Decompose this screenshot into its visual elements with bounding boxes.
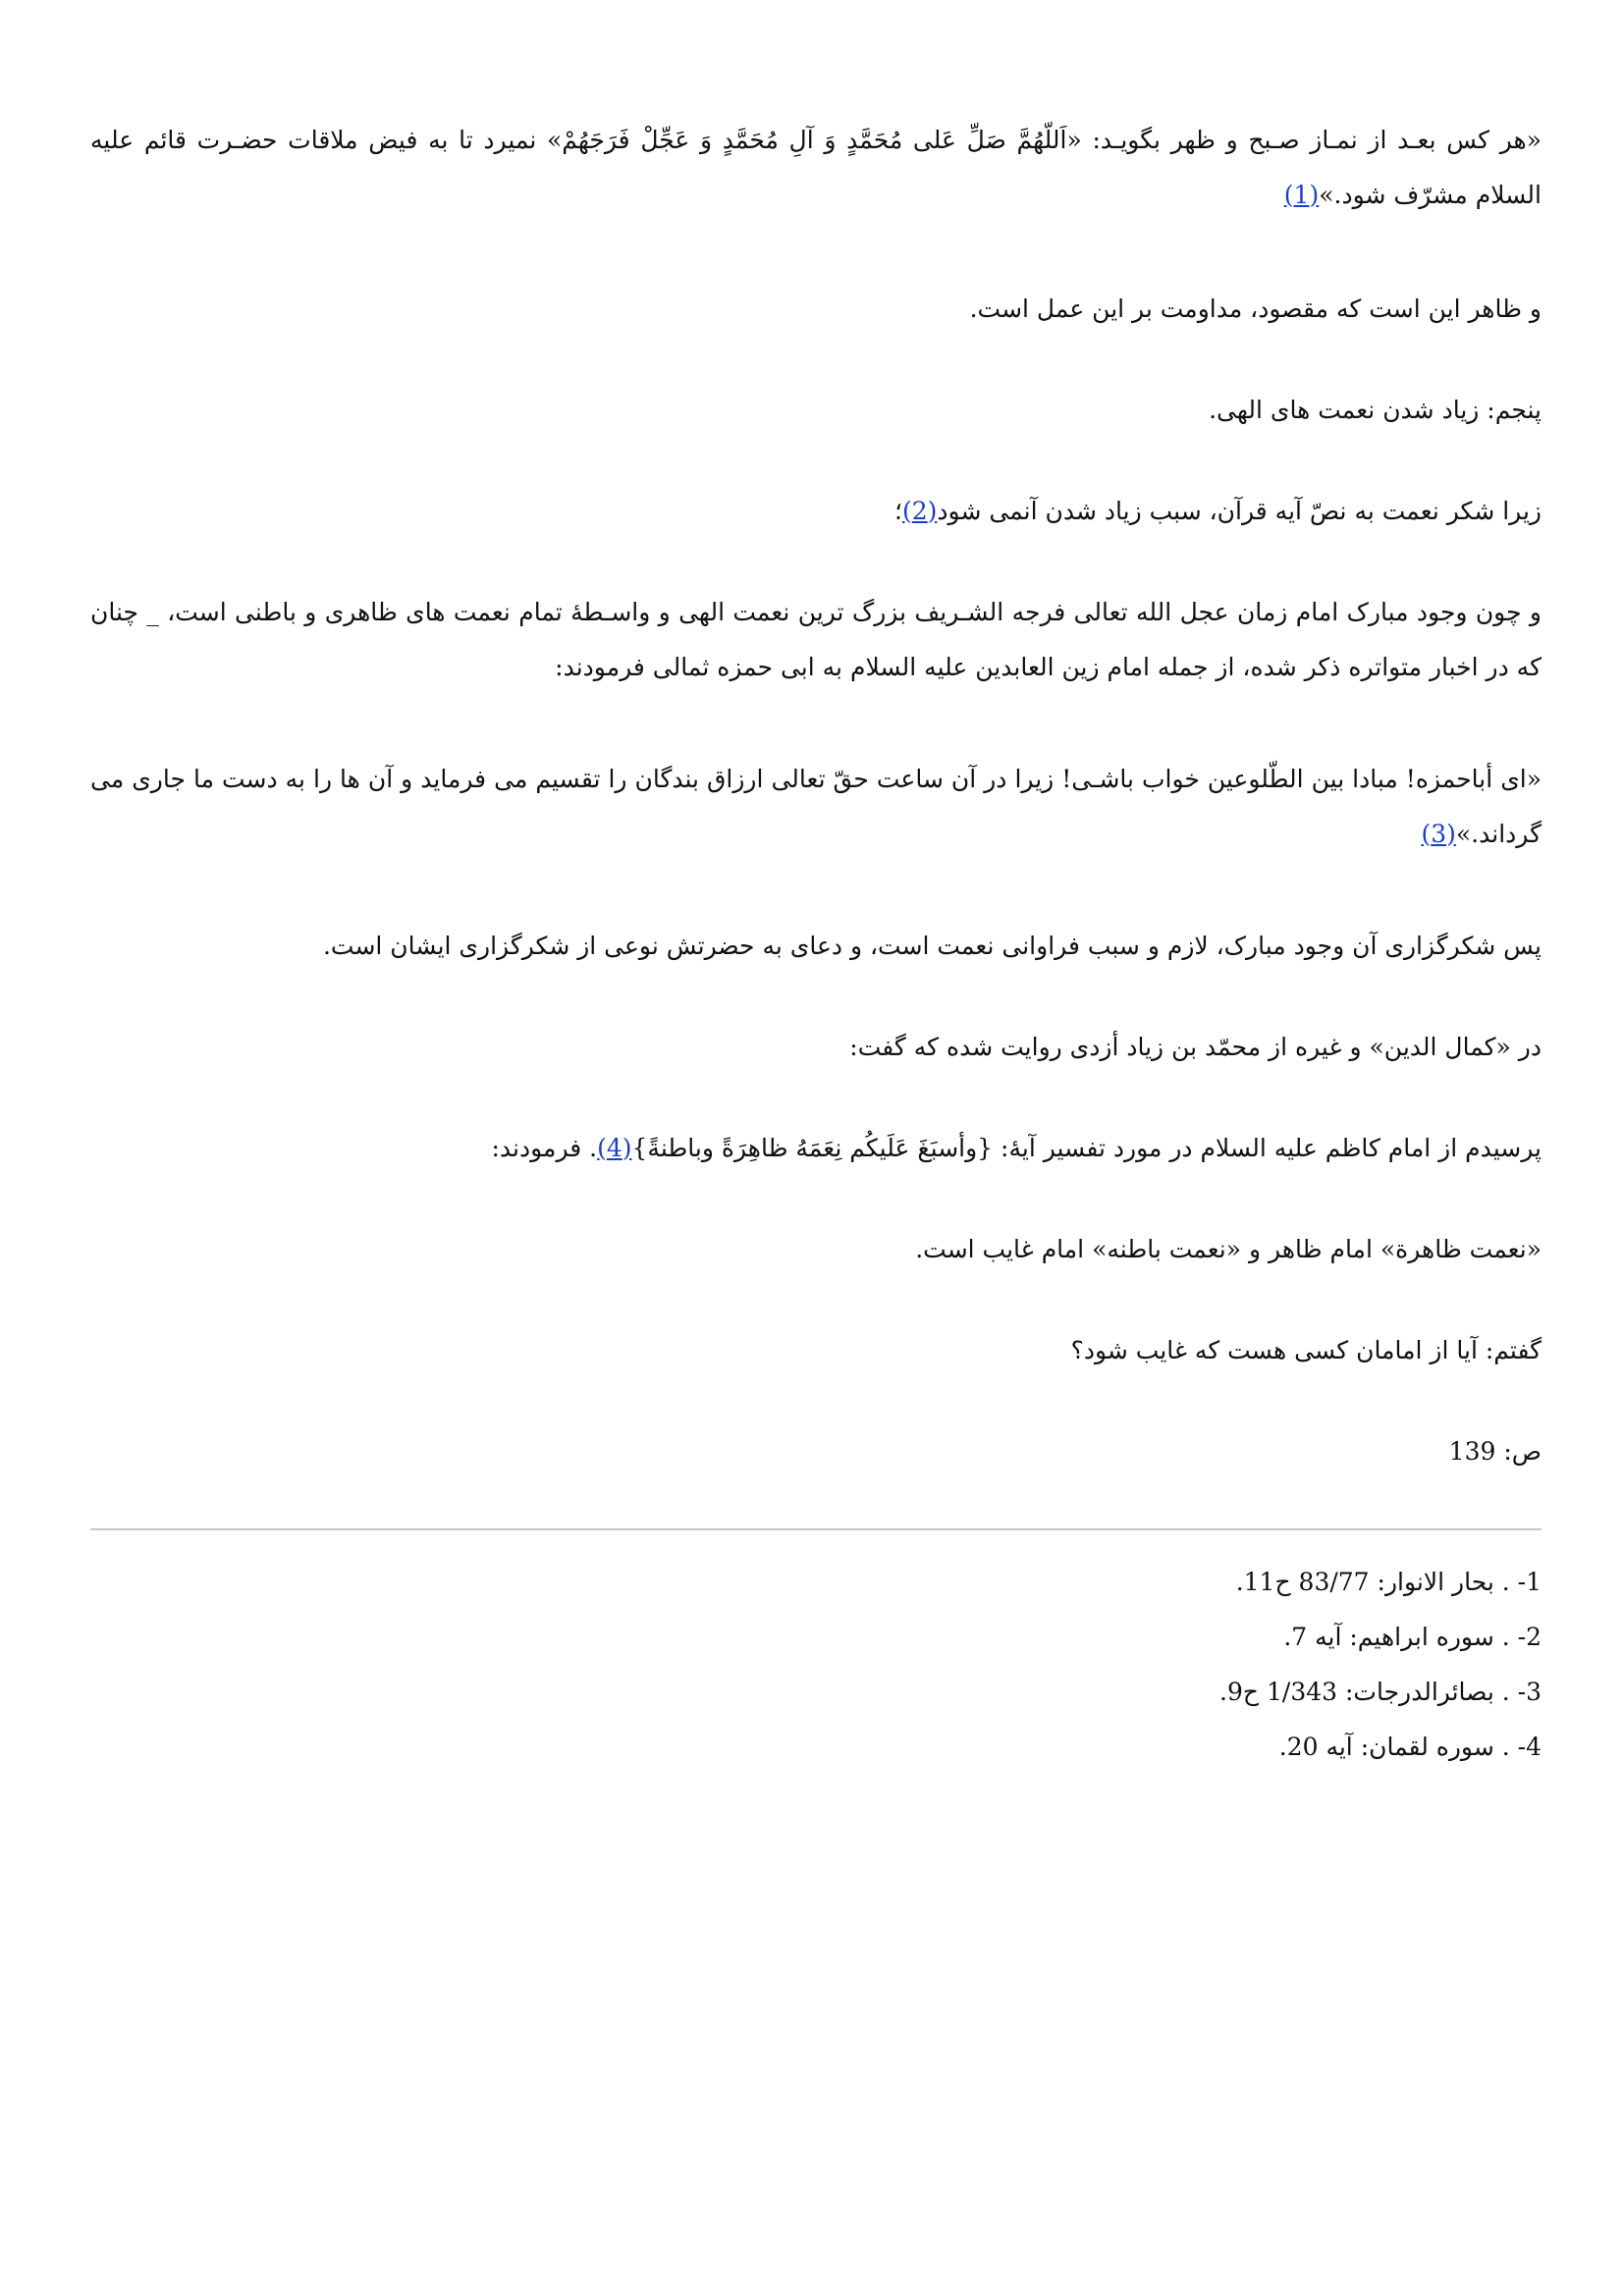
paragraph-5 — [90, 585, 1542, 695]
paragraph-6-text: «ای أباحمزه! مبادا بين الطّلوعين خواب باشـی! زيرا در آن ساعت حقّ تعالی ارزاق بندگان را تقسيم می فرمايد و آن ها را به دست ما جاری می گرداند.» — [90, 765, 1542, 848]
paragraph-4 — [90, 484, 1542, 539]
footnote-ref-2[interactable]: (2) — [901, 497, 938, 525]
footnote-text: بصائرالدرجات: 1/343 ح9. — [1219, 1678, 1494, 1706]
footnote-text: سوره لقمان: آيه 20. — [1278, 1733, 1494, 1761]
paragraph-10 — [90, 1222, 1542, 1277]
paragraph-9-text: پرسيدم از امام کاظم عليه السلام در مورد تفسير آيهٔ: {وأسبَغَ عَلَيکُم نِعَمَهُ ظاهِرَةً وباطنةً} — [631, 1134, 1542, 1162]
footnote-item — [90, 1555, 1542, 1610]
paragraph-9-tail: . فرمودند: — [491, 1134, 598, 1162]
page-number-text: ص: 139 — [1448, 1437, 1542, 1466]
footnote-item — [90, 1720, 1542, 1775]
paragraph-2 — [90, 282, 1542, 337]
paragraph-11-text: گفتم: آيا از امامان کسی هست که غايب شود؟ — [1070, 1336, 1542, 1364]
paragraph-9 — [90, 1121, 1542, 1176]
paragraph-1-text: «هر کس بعـد از نمـاز صـبح و ظهر بگويـد: «اَللّهُمَّ صَلِّ عَلی مُحَمَّدٍ وَ آلِ مُحَمَّدٍ وَ عَجِّلْ فَرَجَهُمْ» نميرد تا به فيض ملاقات حضـرت قائم عليه السلام مشرّف شود.» — [90, 126, 1542, 209]
paragraph-11 — [90, 1323, 1542, 1378]
document-page — [90, 0, 1542, 2296]
paragraph-7-text: پس شکرگزاری آن وجود مبارک، لازم و سبب فراوانی نعمت است، و دعای به حضرتش نوعی از شکرگزاری ايشان است. — [322, 932, 1542, 960]
paragraph-7 — [90, 919, 1542, 974]
footnote-number: 2- . — [1501, 1623, 1542, 1651]
paragraph-4-tail: ؛ — [894, 497, 902, 525]
footnote-item — [90, 1665, 1542, 1720]
footnote-text: سوره ابراهيم: آيه 7. — [1283, 1623, 1494, 1651]
footnote-ref-3[interactable]: (3) — [1421, 820, 1456, 848]
footnote-number: 3- . — [1501, 1678, 1542, 1706]
footnote-number: 1- . — [1501, 1568, 1542, 1596]
footnote-divider — [90, 1528, 1542, 1530]
paragraph-8-text: در «کمال الدين» و غيره از محمّد بن زياد أزدی روايت شده که گفت: — [849, 1033, 1542, 1061]
page-number — [90, 1424, 1542, 1479]
paragraph-8 — [90, 1020, 1542, 1075]
footnote-number: 4- . — [1501, 1733, 1542, 1761]
paragraph-3-heading — [90, 383, 1542, 438]
footnote-ref-4[interactable]: (4) — [597, 1134, 632, 1162]
paragraph-3-text: پنجم: زياد شدن نعمت های الهی. — [1209, 396, 1542, 424]
paragraph-5-text: و چون وجود مبارک امام زمان عجل الله تعالی فرجه الشـريف بزرگ ترين نعمت الهی و واسـطهٔ تمام نعمت های ظاهری و باطنی است، _ چنان که در اخبار متواتره ذکر شده، از جمله امام زين العابدين عليه السلام به ابی حمزه ثمالی فرمودند: — [90, 598, 1542, 681]
footnote-ref-1[interactable]: (1) — [1283, 181, 1320, 209]
footnotes-list — [90, 1555, 1542, 1775]
paragraph-10-text: «نعمت ظاهرة» امام ظاهر و «نعمت باطنه» امام غايب است. — [915, 1235, 1542, 1263]
paragraph-2-text: و ظاهر اين است که مقصود، مداومت بر اين عمل است. — [969, 294, 1542, 323]
paragraph-6 — [90, 752, 1542, 862]
paragraph-4-text: زيرا شکر نعمت به نصّ آيه قرآن، سبب زياد شدن آنمی شود — [937, 497, 1542, 525]
footnote-item — [90, 1610, 1542, 1665]
paragraph-1 — [90, 113, 1542, 223]
footnote-text: بحار الانوار: 83/77 ح11. — [1235, 1568, 1494, 1596]
